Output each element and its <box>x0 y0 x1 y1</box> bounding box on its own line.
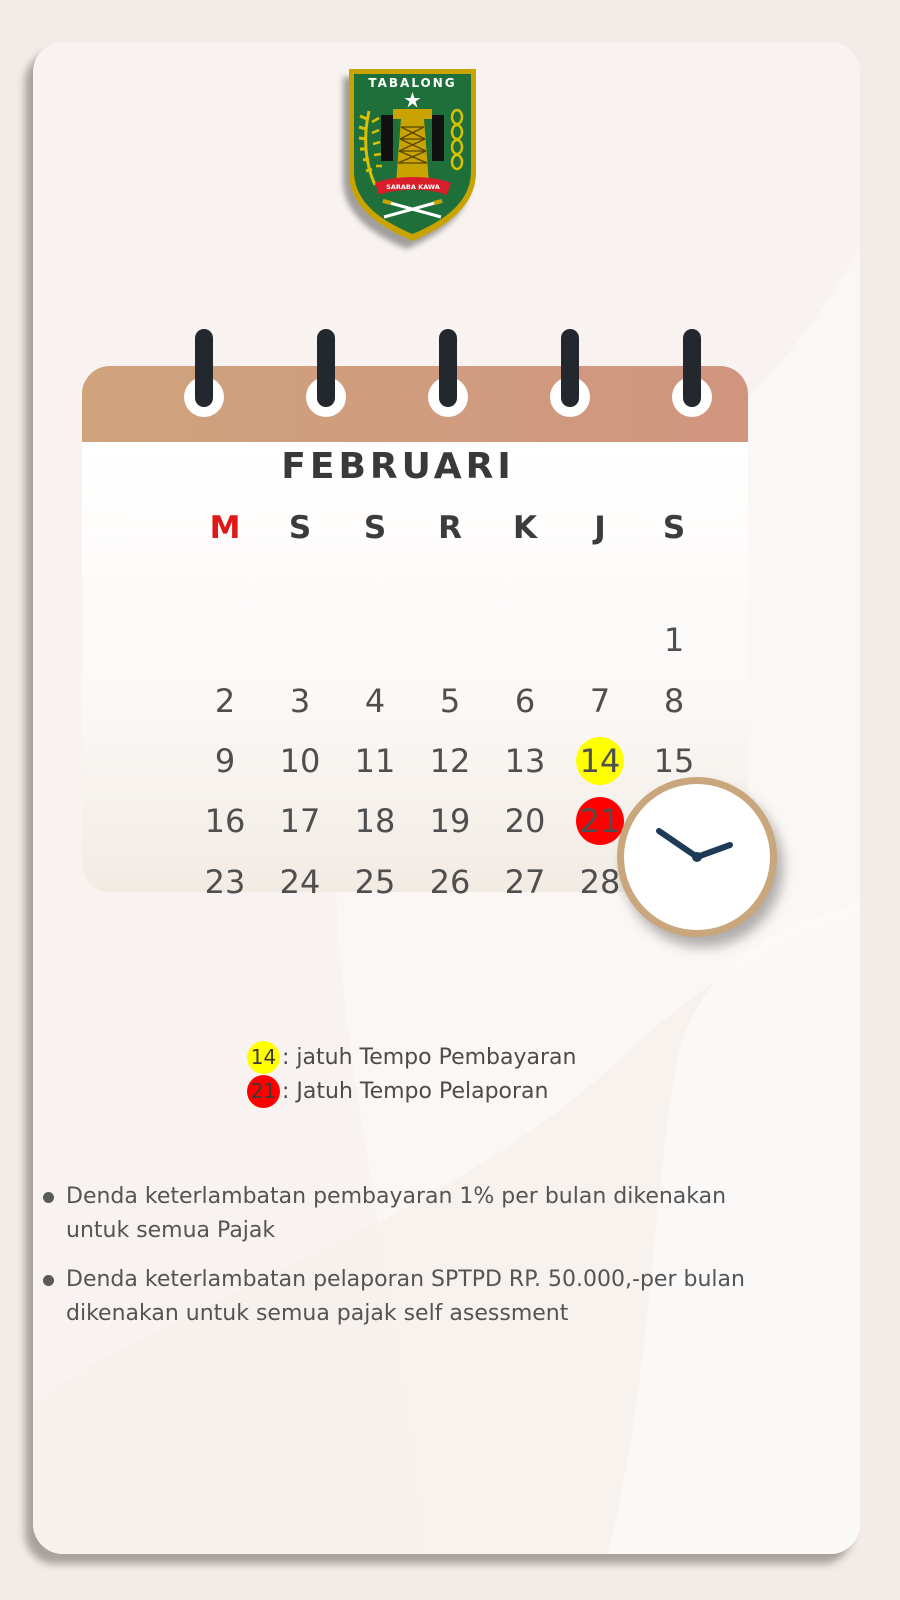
calendar-day-19: 19 <box>429 802 471 840</box>
calendar-day-23: 23 <box>204 863 246 901</box>
clock-icon <box>617 777 777 937</box>
calendar-day-20: 20 <box>504 802 546 840</box>
binder-ring-bar <box>561 329 579 407</box>
calendar-day-9: 9 <box>214 742 236 780</box>
legend-item-report <box>247 1074 548 1108</box>
calendar-day-4: 4 <box>364 682 386 720</box>
note-text: Denda keterlambatan pelaporan SPTPD RP. 50.000,-per bulan dikenakan untuk semua pajak self asessment <box>66 1267 745 1326</box>
calendar-day-12: 12 <box>429 742 471 780</box>
legend-badge-yellow: 14 <box>247 1041 280 1074</box>
calendar-header <box>82 366 748 442</box>
calendar-day-25: 25 <box>354 863 396 901</box>
calendar-day-24: 24 <box>279 863 321 901</box>
calendar-day-2: 2 <box>214 682 236 720</box>
logo-text-tabalong: TABALONG <box>368 76 457 90</box>
weekday-header-saturday: S <box>662 510 686 546</box>
calendar-day-7: 7 <box>589 682 611 720</box>
weekday-header-sunday: M <box>209 510 241 546</box>
calendar-day-13: 13 <box>504 742 546 780</box>
binder-ring-bar <box>195 329 213 407</box>
calendar-day-3: 3 <box>289 682 311 720</box>
legend-label-payment: : jatuh Tempo Pembayaran <box>282 1044 577 1070</box>
calendar-day-17: 17 <box>279 802 321 840</box>
note-payment-penalty <box>43 1180 783 1248</box>
calendar-day-1: 1 <box>663 621 685 659</box>
weekday-header-monday: S <box>288 510 312 546</box>
calendar-day-15: 15 <box>653 742 695 780</box>
legend-item-payment <box>247 1040 576 1074</box>
calendar-day-8: 8 <box>663 682 685 720</box>
calendar-day-28: 28 <box>579 863 621 901</box>
weekday-header-thursday: K <box>512 510 538 546</box>
weekday-header-tuesday: S <box>363 510 387 546</box>
calendar-day-18: 18 <box>354 802 396 840</box>
calendar-day-14: 14 <box>579 742 621 780</box>
binder-ring-bar <box>317 329 335 407</box>
calendar-day-10: 10 <box>279 742 321 780</box>
calendar-day-5: 5 <box>439 682 461 720</box>
tabalong-emblem-logo <box>345 67 480 242</box>
bullet-icon <box>43 1275 54 1286</box>
weekday-header-friday: J <box>594 510 606 546</box>
calendar-day-11: 11 <box>354 742 396 780</box>
legend-label-report: : Jatuh Tempo Pelaporan <box>282 1078 549 1104</box>
logo-text-motto: SARABA KAWA <box>386 183 440 191</box>
note-report-penalty <box>43 1263 783 1331</box>
binder-ring-bar <box>683 329 701 407</box>
note-text: Denda keterlambatan pembayaran 1% per bulan dikenakan untuk semua Pajak <box>66 1184 727 1243</box>
calendar-day-16: 16 <box>204 802 246 840</box>
weekday-header-wednesday: R <box>438 510 462 546</box>
calendar-day-27: 27 <box>504 863 546 901</box>
calendar-day-26: 26 <box>429 863 471 901</box>
calendar-month-title: FEBRUARI <box>281 446 515 487</box>
legend-badge-red: 21 <box>247 1075 280 1108</box>
calendar-day-6: 6 <box>514 682 536 720</box>
binder-ring-bar <box>439 329 457 407</box>
calendar-day-21: 21 <box>579 802 621 840</box>
bullet-icon <box>43 1192 54 1203</box>
